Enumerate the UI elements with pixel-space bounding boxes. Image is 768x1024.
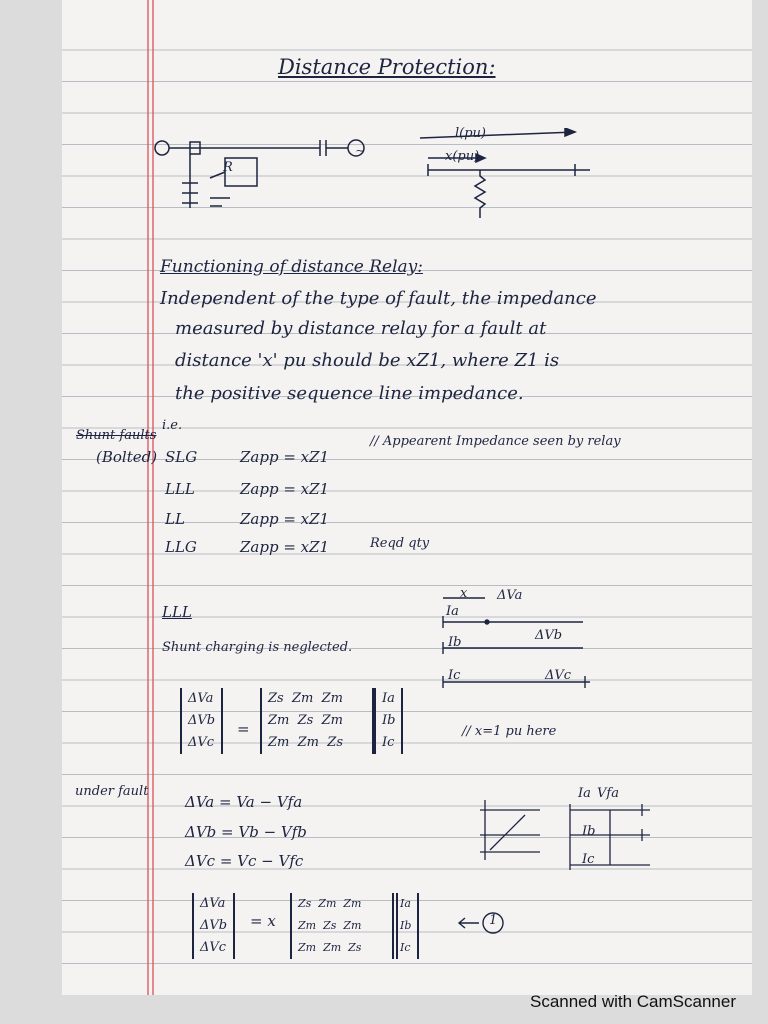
ib-label: Ib [448, 635, 462, 650]
fault-equation: Zapp = xZ1 [240, 480, 330, 498]
scanner-watermark: Scanned with CamScanner [529, 992, 736, 1011]
impedance-matrix: Zs Zm Zm Zm Zs Zm Zm Zm Zs [260, 688, 374, 754]
svg-text:~: ~ [355, 144, 365, 157]
text-line: the positive sequence line impedance. [175, 383, 524, 404]
text-line: Independent of the type of fault, the impedance [160, 288, 597, 309]
delta-v-vector: ΔVa ΔVb ΔVc [192, 893, 235, 959]
ic-label: Ic [448, 668, 461, 683]
dvb-label: ΔVb [535, 628, 563, 643]
reference-arrow [455, 908, 515, 938]
text-line: measured by distance relay for a fault at [175, 318, 547, 339]
current-vector: Ia Ib Ic [392, 893, 419, 959]
vfa-label: Vfa [597, 786, 619, 801]
under-fault-label: under fault [75, 784, 149, 799]
fault-voltage-eq: ΔVc = Vc − Vfc [185, 852, 304, 870]
fault-distance-label: x(pu) [445, 149, 480, 164]
x-label: x [460, 586, 468, 601]
ie-note: i.e. [162, 418, 183, 433]
apparent-impedance-note: // Appearent Impedance seen by relay [370, 434, 621, 449]
x-equals-one-note: // x=1 pu here [462, 724, 557, 739]
fault-equation: Zapp = xZ1 [240, 538, 330, 556]
page-title: Distance Protection: [278, 55, 496, 79]
dva-label: ΔVa [497, 588, 523, 603]
ia-label: Ia [446, 604, 459, 619]
section-heading-functioning: Functioning of distance Relay: [160, 257, 423, 277]
ic-label: Ic [582, 852, 595, 867]
source-icon [155, 141, 169, 155]
ib-label: Ib [582, 824, 596, 839]
circuit-diagram [150, 128, 600, 228]
equals-sign: = [237, 720, 250, 738]
ia-label: Ia [578, 786, 591, 801]
line-length-label: l(pu) [455, 126, 486, 141]
impedance-matrix: Zs Zm Zm Zm Zs Zm Zm Zm Zs [290, 893, 398, 959]
required-qty-note: Reqd qty [370, 536, 430, 551]
shunt-faults-label: Shunt faults [76, 428, 157, 443]
fault-equation: Zapp = xZ1 [240, 510, 330, 528]
fault-voltage-eq: ΔVa = Va − Vfa [185, 793, 303, 811]
relay-label: R [223, 160, 233, 175]
fault-type: LLL [165, 480, 195, 498]
lll-heading: LLL [162, 603, 192, 621]
equals-x: = x [250, 912, 276, 930]
text-line: distance 'x' pu should be xZ1, where Z1 is [175, 350, 560, 371]
shunt-charging-note: Shunt charging is neglected. [162, 640, 353, 655]
delta-v-vector: ΔVa ΔVb ΔVc [180, 688, 223, 754]
fault-type: LLG [165, 538, 197, 556]
current-vector: Ia Ib Ic [374, 688, 403, 754]
fault-sketch [470, 790, 670, 880]
equation-number: 1 [489, 913, 498, 928]
fault-type: LL [165, 510, 185, 528]
fault-equation: Zapp = xZ1 [240, 448, 330, 466]
fault-voltage-eq: ΔVb = Vb − Vfb [185, 823, 307, 841]
fault-type: SLG [165, 448, 198, 466]
dvc-label: ΔVc [545, 668, 572, 683]
bolted-label: (Bolted) [96, 448, 158, 466]
